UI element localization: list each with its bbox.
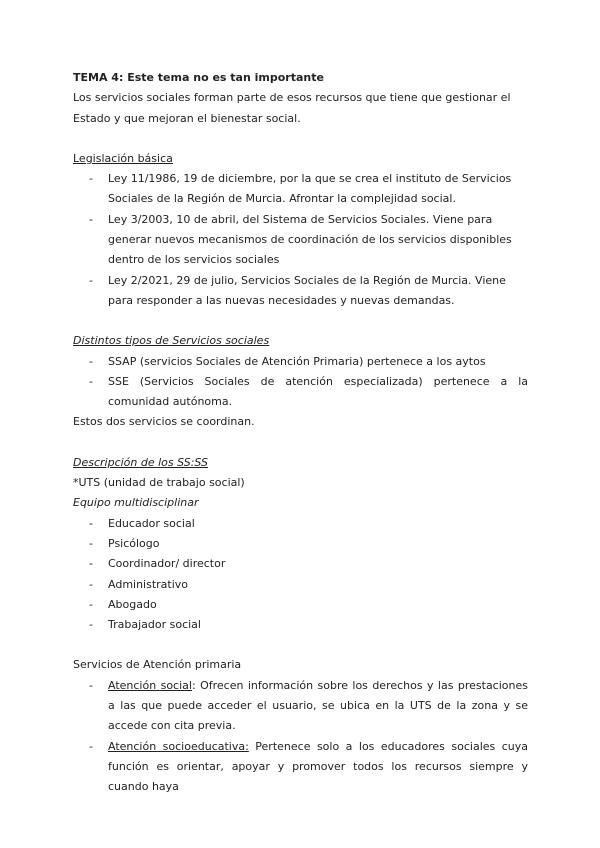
- list-item: - SSE (Servicios Sociales de atención especializada) pertenece a la comunidad autónoma.: [89, 374, 528, 409]
- tipos-heading: Distintos tipos de Servicios sociales: [73, 334, 270, 348]
- list-item: - SSAP (servicios Sociales de Atención Primaria) pertenece a los aytos: [89, 354, 486, 368]
- atencion-heading: Servicios de Atención primaria: [73, 658, 242, 672]
- tipos-list: [73, 352, 528, 413]
- document-title: TEMA 4: Este tema no es tan importante: [73, 71, 324, 84]
- intro-paragraph: Los servicios sociales forman parte de esos recursos que tiene que gestionar el Estado y que mejoran el bienestar social.: [73, 91, 511, 125]
- equipo-label: Equipo multidisciplinar: [73, 496, 199, 510]
- list-item: - Educador social: [89, 516, 195, 530]
- list-item: - Ley 3/2003, 10 de abril, del Sistema de Servicios Sociales. Viene para generar nuevos mecanismos de coordinación de los servicios disponibles dentro de los servicios sociales: [89, 212, 512, 267]
- tipos-note: Estos dos servicios se coordinan.: [73, 415, 255, 429]
- legislacion-heading: Legislación básica: [73, 151, 173, 165]
- uts-line: *UTS (unidad de trabajo social): [73, 476, 245, 490]
- legislacion-list: [73, 169, 528, 311]
- atencion-list: [73, 676, 528, 798]
- list-item: - Administrativo: [89, 577, 189, 591]
- list-item: - Atención social: Ofrecen información sobre los derechos y las prestaciones a las que puede acceder el usuario, se ubica en la UTS de la zona y se accede con cita previa.: [89, 678, 528, 733]
- equipo-list: [73, 514, 528, 636]
- list-item: - Ley 11/1986, 19 de diciembre, por la que se crea el instituto de Servicios Sociales de la Región de Murcia. Afrontar la complejidad social.: [89, 172, 512, 206]
- document-body: [73, 68, 528, 798]
- list-item: - Abogado: [89, 597, 157, 611]
- list-item: - Atención socioeducativa: Pertenece solo a los educadores sociales cuya función es orientar, apoyar y promover todos los recursos siempre y cuando haya: [89, 739, 528, 794]
- list-item: - Coordinador/ director: [89, 557, 226, 571]
- descripcion-heading: Descripción de los SS:SS: [73, 455, 208, 469]
- list-item: - Trabajador social: [89, 618, 201, 632]
- list-item: - Psicólogo: [89, 536, 160, 550]
- list-item: - Ley 2/2021, 29 de julio, Servicios Sociales de la Región de Murcia. Viene para responder a las nuevas necesidades y nuevas demandas.: [89, 273, 506, 307]
